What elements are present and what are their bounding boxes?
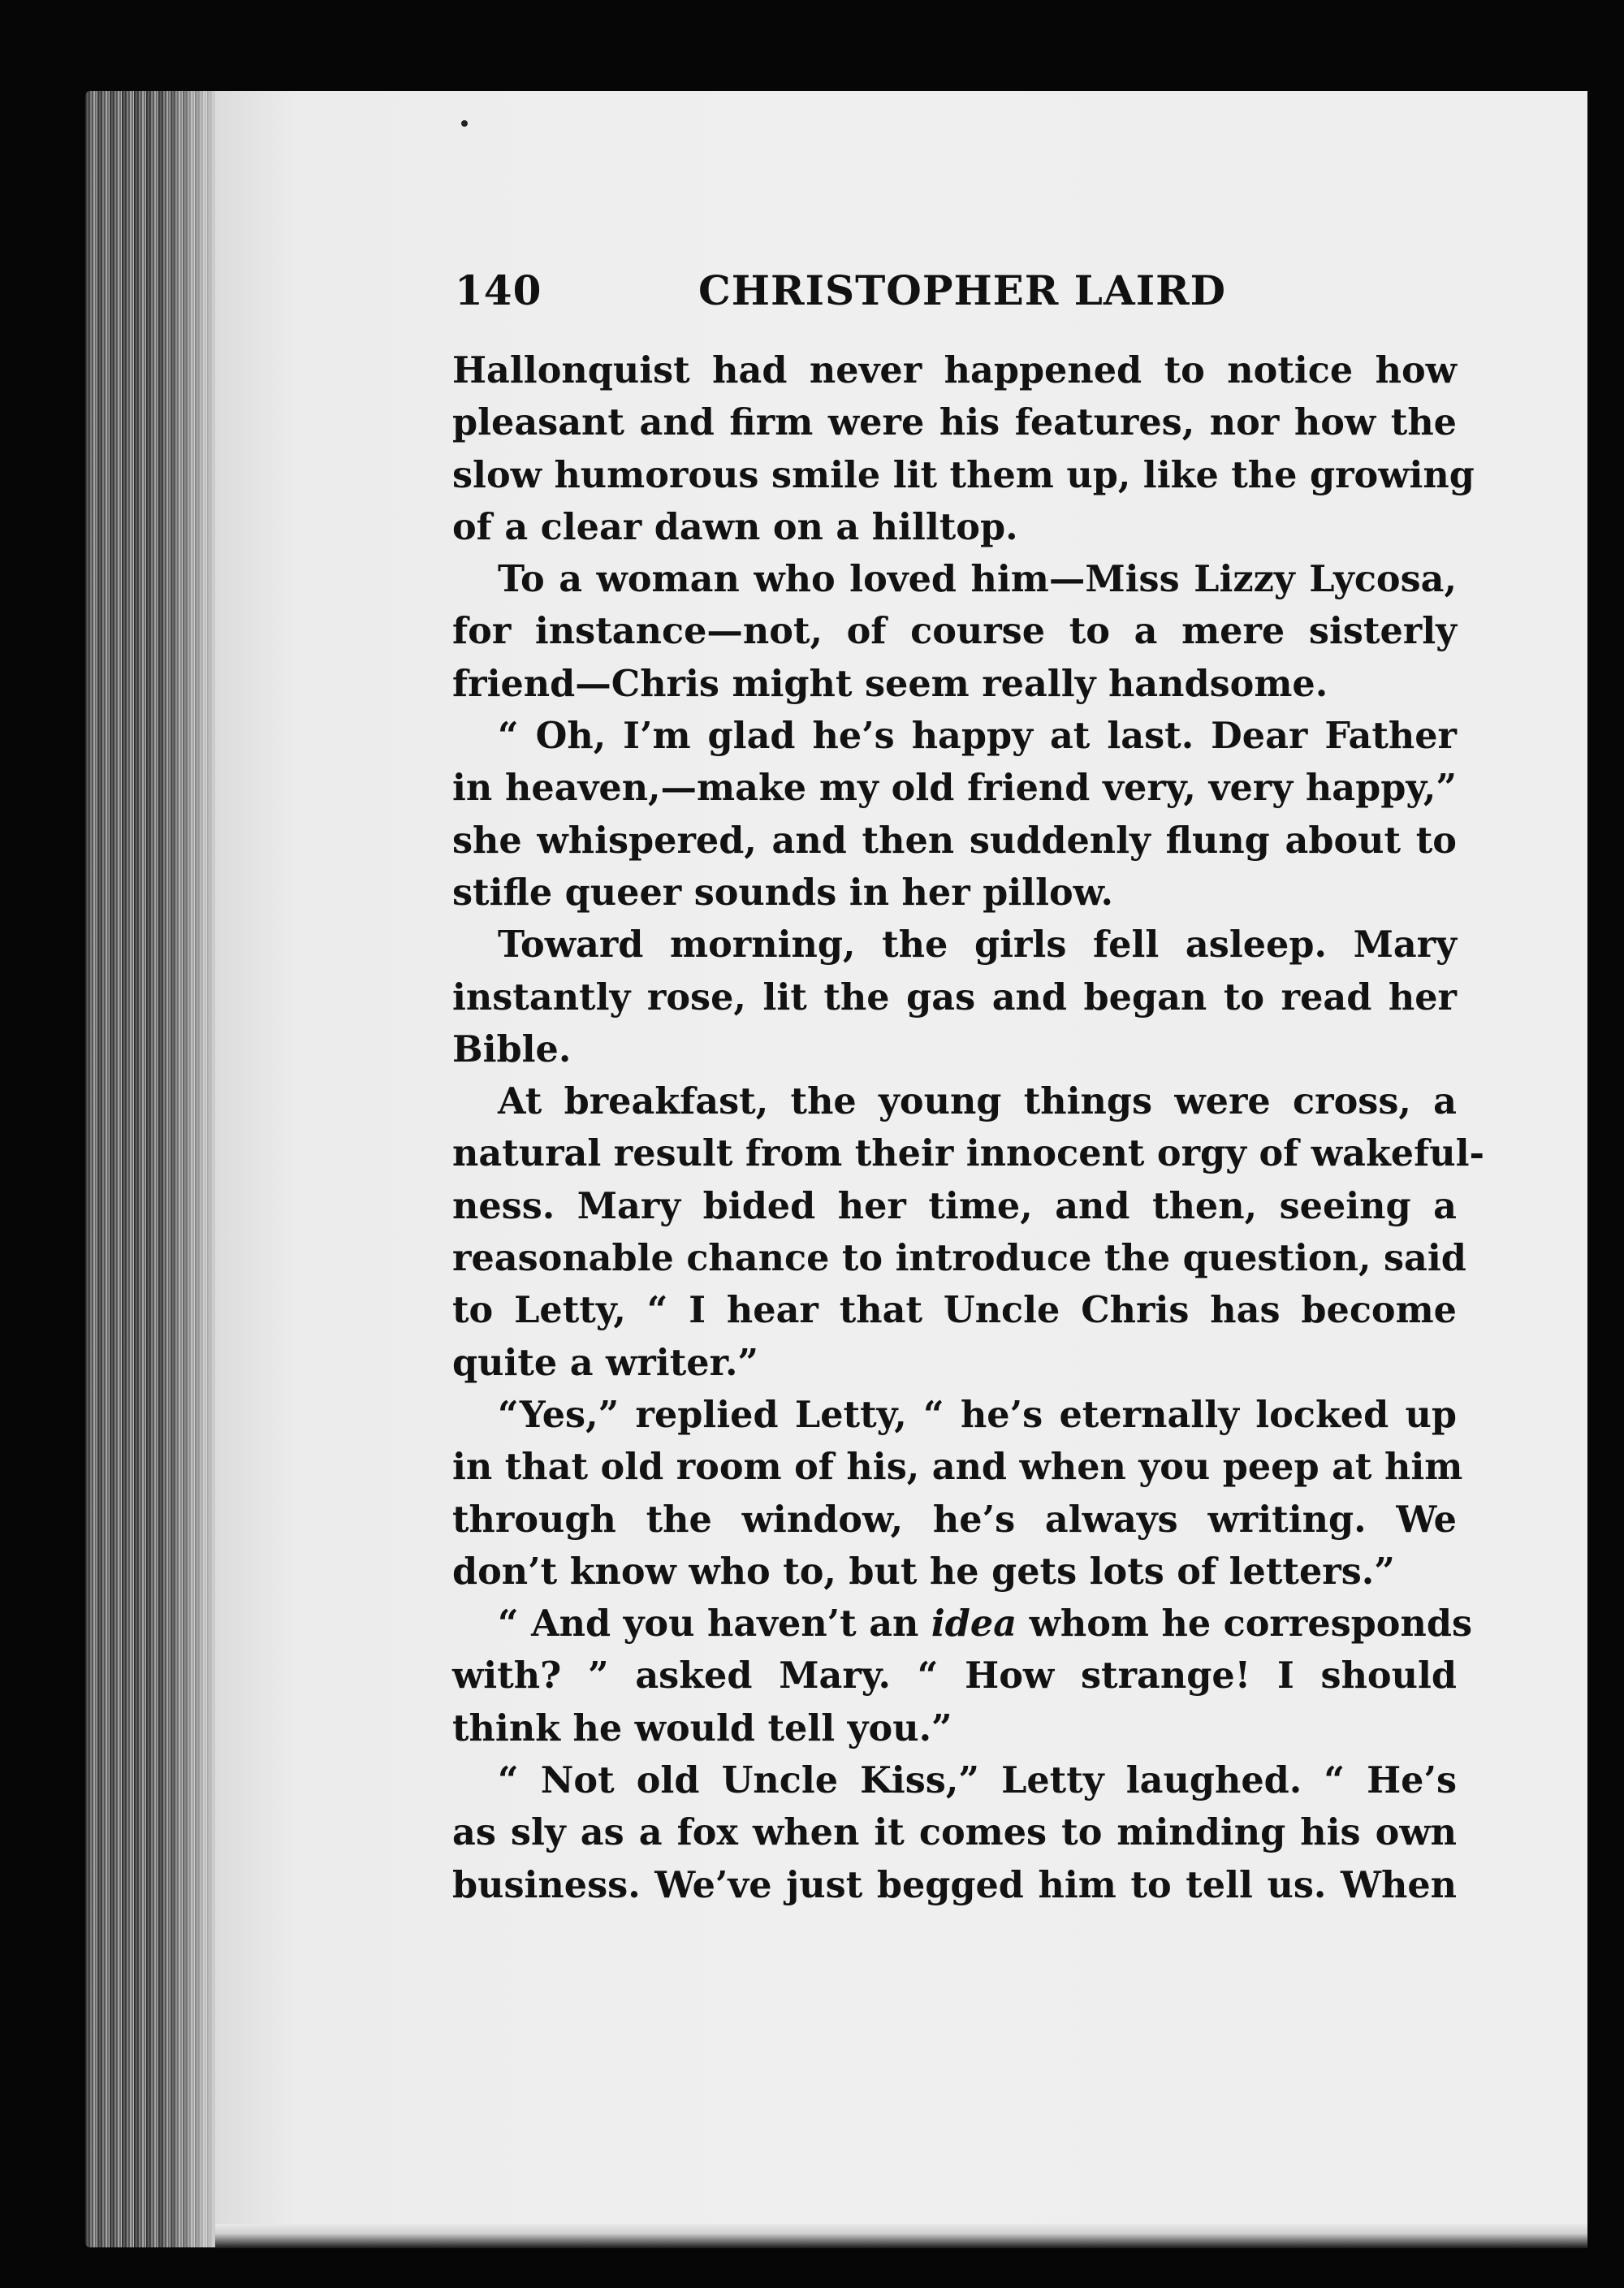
paragraph [452, 1075, 1484, 1389]
paragraph [452, 919, 1457, 1075]
text-line: Bible. [452, 1027, 572, 1070]
text-line: At breakfast, the young things were cross, a [498, 1080, 1457, 1123]
text-line: “ Oh, I’m glad he’s happy at last. Dear Father [498, 715, 1457, 758]
text-line: don’t know who to, but he gets lots of letters.” [452, 1550, 1395, 1593]
paragraph [452, 344, 1475, 553]
paragraph [452, 710, 1457, 919]
text-line: pleasant and firm were his features, nor how the [452, 401, 1457, 444]
page-number: 140 [455, 266, 542, 314]
text-line [452, 1598, 1472, 1650]
text-line: reasonable chance to introduce the question, said [452, 1237, 1466, 1280]
text-line: business. We’ve just begged him to tell us. When [452, 1863, 1457, 1906]
book-page-edges [85, 91, 223, 2247]
text-run: “ And you haven’t an [498, 1602, 931, 1646]
text-line: in that old room of his, and when you peep at him [452, 1446, 1463, 1489]
text-line: think he would tell you.” [452, 1706, 952, 1750]
text-line: as sly as a fox when it comes to minding his own [452, 1811, 1457, 1854]
text-line: “ Not old Uncle Kiss,” Letty laughed. “ He’s [498, 1759, 1457, 1802]
text-line: natural result from their innocent orgy of wakeful- [452, 1132, 1484, 1175]
text-line: she whispered, and then suddenly flung about to [452, 819, 1457, 862]
text-line: for instance—not, of course to a mere sisterly [452, 610, 1457, 653]
text-line: of a clear dawn on a hilltop. [452, 505, 1018, 548]
italic-emphasis: idea [931, 1602, 1017, 1646]
text-line: ness. Mary bided her time, and then, seeing a [452, 1184, 1457, 1227]
paragraph [452, 553, 1457, 710]
body-text [452, 344, 1484, 1911]
text-line: stifle queer sounds in her pillow. [452, 871, 1113, 914]
text-line: in heaven,—make my old friend very, very happy,” [452, 767, 1457, 810]
book-title: CHRISTOPHER LAIRD [698, 266, 1227, 314]
text-line: with? ” asked Mary. “ How strange! I should [452, 1654, 1457, 1698]
text-line: instantly rose, lit the gas and began to read her [452, 975, 1457, 1019]
text-line: to Letty, “ I hear that Uncle Chris has become [452, 1289, 1457, 1332]
paragraph [452, 1598, 1472, 1754]
text-line: Hallonquist had never happened to notice how [452, 349, 1457, 391]
page-bottom-edge [215, 2224, 1587, 2248]
paragraph [452, 1754, 1457, 1911]
text-line: quite a writer.” [452, 1341, 759, 1384]
text-line: slow humorous smile lit them up, like the growing [452, 453, 1475, 496]
ink-speck [461, 120, 468, 127]
text-line: Toward morning, the girls fell asleep. Mary [498, 923, 1457, 967]
text-line: through the window, he’s always writing. We [452, 1498, 1457, 1541]
text-line: “Yes,” replied Letty, “ he’s eternally locked up [498, 1393, 1457, 1436]
paragraph [452, 1389, 1463, 1598]
text-line: To a woman who loved him—Miss Lizzy Lycosa, [498, 558, 1457, 601]
running-head [455, 266, 1227, 323]
text-line: friend—Chris might seem really handsome. [452, 662, 1328, 705]
text-run: whom he corresponds [1017, 1602, 1472, 1646]
